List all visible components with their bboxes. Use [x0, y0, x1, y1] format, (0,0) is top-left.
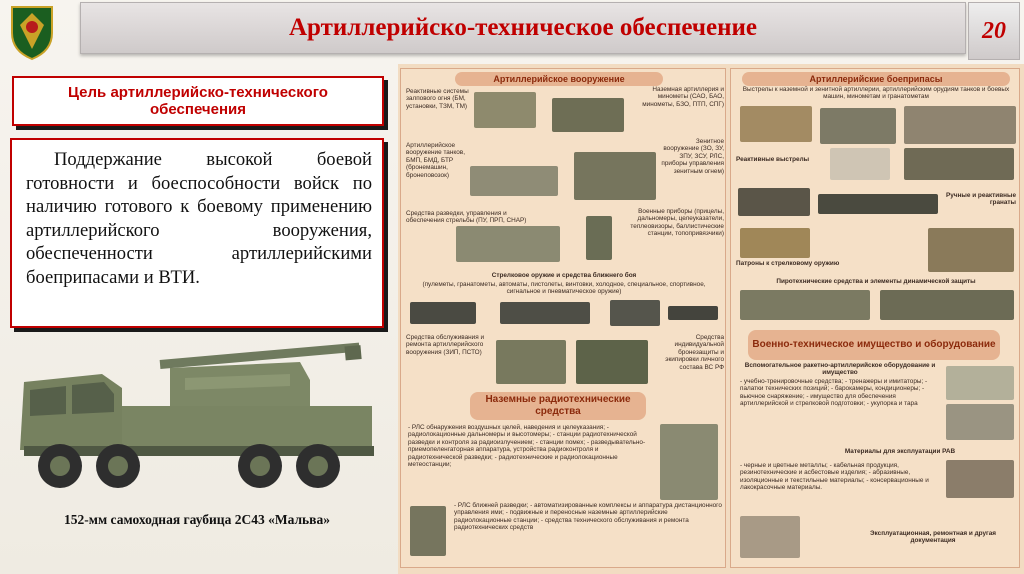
page-number: 20: [982, 17, 1006, 44]
knife-photo: [668, 306, 718, 320]
grenades-photo: [738, 188, 810, 216]
documents-photo: [740, 516, 800, 558]
shells-rack-photo: [904, 106, 1016, 144]
device-photo: [586, 216, 612, 260]
bmp-photo: [470, 166, 558, 196]
machine-gun-photo: [410, 302, 476, 324]
radio-means-list-2: - РЛС ближней разведки; - автоматизированные комплексы и аппаратура дистанционного управления ими; - подвижные и переносные наземные артиллерийские радиолокационные станции; - средства технического обслуживания и ремонта радиотехнических средств: [454, 502, 722, 532]
tank-dynamic-protection-photo: [740, 290, 870, 320]
vti-subheading: Вспомогательное ракетно-артиллерийское оборудование и имущество: [744, 362, 936, 377]
recon-label: Средства разведки, управления и обеспечения стрельбы (ПУ, ПРП, СНАР): [406, 210, 527, 225]
maintenance-label: Средства обслуживания и ремонта артиллерийского вооружения (ЗИП, ПСТО): [406, 334, 485, 356]
repair-truck-photo: [496, 340, 566, 384]
goal-text-box: [10, 138, 384, 328]
vti-heading: Военно-техническое имущество и оборудование: [748, 330, 1000, 360]
radio-means-list: - РЛС обнаружения воздушных целей, наведения и целеуказания; - радиолокационные дальномеры и высотомеры; - станции радиотехнической разведки и контроля за радиоизлучением; - станции помех; - разведывательно-приемопеленгаторная аппаратура, устройства радиоконтроля и радиотехнической разведки; - радиотехнические и радиолокационные метеостанции;: [408, 424, 646, 469]
self-propelled-howitzer-image: [10, 338, 384, 498]
cartridges-label: Патроны к стрелковому оружию: [736, 260, 840, 267]
antenna-photo: [410, 506, 446, 556]
materials-heading: Материалы для эксплуатации РАВ: [844, 448, 956, 455]
goal-text: Поддержание высокой боевой готовности и боеспособности войск по наличию готового к боевому применению артиллерийского вооружения, обеспеченности артиллерийскими боеприпасами и ВТИ.: [26, 149, 372, 288]
rifle-photo: [500, 302, 590, 324]
shells-photo: [740, 106, 812, 142]
ammunition-heading: Артиллерийские боеприпасы: [742, 72, 1010, 86]
launcher-photo: [610, 300, 660, 326]
sau-photo: [552, 98, 624, 132]
mlrs-photo: [474, 92, 536, 128]
goal-heading: Цель артиллерийско-технического обеспечения: [68, 84, 328, 118]
rockets-photo: [904, 148, 1014, 180]
small-arms-list: (пулеметы, гранатометы, автоматы, пистолеты, винтовки, холодное, специальное, спортивное, сигнальное и пневматическое оружие): [422, 281, 706, 296]
aa-weapons-label: Зенитное вооружение (ЗО, ЗУ, ЗПУ, ЗСУ, РЛС, приборы управления зенитным огнем): [661, 138, 724, 175]
equipment-photo: [946, 404, 1014, 440]
vehicle-caption: 152-мм самоходная гаубица 2С43 «Мальва»: [64, 512, 330, 527]
pyro-photo: [880, 290, 1014, 320]
recon-vehicle-photo: [456, 226, 560, 262]
rocket-launch-photo: [830, 148, 890, 180]
ground-artillery-label: Наземная артиллерия и минометы (САО, БАО, минометы, БЗО, ПТП, СПГ): [642, 86, 724, 108]
page-number-badge: [968, 2, 1020, 60]
vti-list: - учебно-тренировочные средства; - тренажеры и имитаторы; - палатки технических позиций; - барокамеры, кондиционеры; - вьючное снаряжение; - имущество для обеспечения артиллерийской и стрелковой подготовки; - укупорка и тара: [740, 378, 928, 408]
shots-label: Выстрелы к наземной и зенитной артиллерии, артиллерийским орудиям танков и боевых машин, минометам и гранатометам: [742, 86, 1010, 101]
artillery-weapons-heading: Артиллерийское вооружение: [455, 72, 663, 86]
reactive-systems-label: Реактивные системы залпового огня (БМ, установки, ТЗМ, ТМ): [406, 88, 469, 110]
simulator-photo: [946, 366, 1014, 400]
armament-label: Артиллерийское вооружение танков, БМП, БМД, БТР (бронемашин, бронеповозок): [406, 142, 465, 179]
materials-photo: [946, 460, 1014, 498]
grenades-label: Ручные и реактивные гранаты: [946, 192, 1016, 207]
pyro-label: Пиротехнические средства и элементы динамической защиты: [776, 278, 976, 285]
emblem-logo: [2, 2, 62, 62]
soldiers-photo: [576, 340, 648, 384]
radar-photo: [660, 424, 718, 500]
individual-protection-label: Средства индивидуальной бронезащиты и экипировки личного состава ВС РФ: [665, 334, 724, 371]
title-bar: [80, 2, 966, 54]
zsu-photo: [574, 152, 656, 200]
small-arms-label: Стрелковое оружие и средства ближнего боя: [491, 272, 637, 279]
cartridges-box-photo: [928, 228, 1014, 272]
reactive-shots-label: Реактивные выстрелы: [736, 156, 810, 163]
radio-means-heading: Наземные радиотехнические средства: [470, 392, 646, 420]
cartridges-photo: [740, 228, 810, 258]
page-title: Артиллерийско-техническое обеспечение: [288, 14, 758, 41]
rpg-photo: [818, 194, 938, 214]
goal-heading-box: [12, 76, 384, 126]
materials-list: - черные и цветные металлы; - кабельная продукция, резинотехнические и асбестовые изделия; - абразивные, изоляционные и текстильные материалы; - консервационные и лакокрасочные материалы.: [740, 462, 929, 492]
military-devices-label: Военные приборы (прицелы, дальномеры, целеуказатели, теплеовизоры, баллистические станции, топопривязчики): [630, 208, 724, 238]
ammo-photo: [820, 108, 896, 144]
documentation-label: Эксплуатационная, ремонтная и другая документация: [870, 530, 996, 545]
